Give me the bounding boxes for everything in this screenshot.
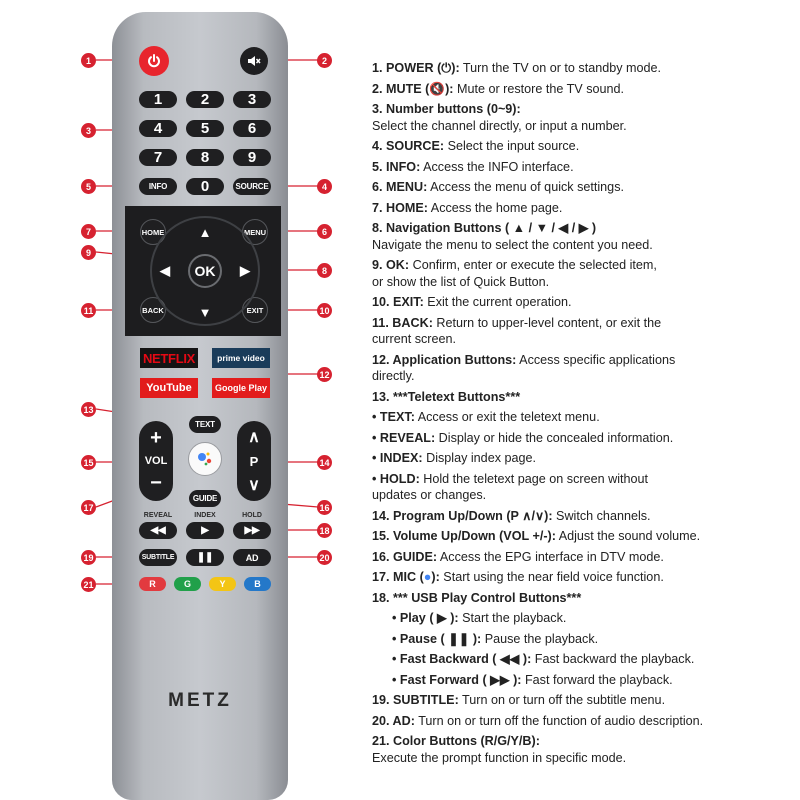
desc-color-text: Execute the prompt function in specific mode. [372, 750, 627, 765]
desc-ok [372, 257, 792, 290]
desc-mic-text: Start using the near field voice function. [439, 570, 664, 584]
desc-ad-text: Turn on or turn off the function of audio description. [414, 713, 704, 728]
play-icon: ▶ [201, 525, 209, 536]
callout-14: 14 [317, 455, 332, 470]
number-button-3[interactable]: 3 [233, 91, 271, 108]
desc-ad [372, 713, 792, 730]
desc-usb-pause-text: Pause the playback. [481, 631, 599, 646]
number-button-7[interactable]: 7 [139, 149, 177, 166]
desc-info [372, 159, 792, 176]
number-button-6[interactable]: 6 [233, 120, 271, 137]
desc-usb-pause-title: • Pause ( [392, 631, 445, 646]
nav-right-button[interactable] [235, 261, 255, 281]
netflix-button[interactable]: NETFLIX [140, 348, 198, 368]
desc-home [372, 200, 792, 217]
callout-5: 5 [81, 179, 96, 194]
volume-down-button[interactable]: − [150, 472, 162, 494]
desc-color-buttons [372, 733, 792, 766]
desc-ad-title: 20. AD: [372, 713, 415, 728]
desc-source-title: 4. SOURCE: [372, 139, 445, 153]
desc-usb-ff-title: • Fast Forward ( [392, 672, 487, 687]
desc-home-text: Access the home page. [427, 200, 563, 215]
desc-usb [372, 590, 792, 607]
nav-up-button[interactable] [195, 222, 215, 242]
rewind-icon: ◀◀ [150, 525, 166, 536]
desc-tt-reveal-title: • REVEAL: [372, 430, 436, 445]
source-button[interactable]: SOURCE [233, 178, 271, 195]
desc-exit-title: 10. EXIT: [372, 295, 424, 309]
desc-ok-text: Confirm, enter or execute the selected item, [409, 258, 657, 272]
desc-tt-index-text: Display index page. [422, 451, 537, 465]
arrow-down-icon: ▼ [198, 304, 212, 320]
desc-ok-text2: or show the list of Quick Button. [372, 274, 550, 289]
desc-back-title: 11. BACK: [372, 315, 433, 330]
arrow-left-icon: ◀ [160, 263, 170, 278]
desc-application-text: Access specific applications [516, 352, 676, 367]
desc-tt-text-title: • TEXT: [372, 410, 415, 424]
desc-usb-fb-text: Fast backward the playback. [531, 652, 695, 666]
desc-program-text: Switch channels. [552, 508, 651, 523]
nav-left-button[interactable] [155, 261, 175, 281]
desc-usb-ff-text: Fast forward the playback. [521, 672, 673, 687]
hold-fast-forward-button[interactable] [233, 522, 271, 539]
desc-usb-pause-close: ): [472, 631, 482, 646]
green-button[interactable]: G [174, 577, 201, 591]
power-button[interactable] [139, 46, 169, 76]
fast-forward-icon: ▶▶ [244, 525, 260, 536]
google-play-button[interactable]: Google Play [212, 378, 270, 398]
callout-7: 7 [81, 224, 96, 239]
desc-usb-fast-forward [392, 672, 792, 689]
mute-icon: 🔇 [429, 81, 446, 96]
callout-1: 1 [81, 53, 96, 68]
desc-info-text: Access the INFO interface. [420, 159, 574, 174]
desc-usb-play-text: Start the playback. [458, 611, 567, 625]
mute-icon [247, 54, 261, 68]
subtitle-button[interactable]: SUBTITLE [139, 549, 177, 566]
desc-usb-fb-close: ): [522, 652, 532, 666]
callout-9: 9 [81, 245, 96, 260]
callout-2: 2 [317, 53, 332, 68]
desc-source-text: Select the input source. [444, 139, 580, 153]
desc-teletext-reveal [372, 430, 792, 447]
desc-usb-fast-backward [392, 651, 792, 668]
desc-color-title: 21. Color Buttons (R/G/Y/B): [372, 734, 540, 748]
hold-label: HOLD [242, 512, 262, 519]
volume-up-button[interactable]: + [150, 427, 162, 449]
desc-source [372, 138, 792, 155]
program-down-button[interactable]: ∨ [248, 477, 260, 494]
desc-navigation-title: 8. Navigation Buttons ( ▲ / ▼ / ◀ / ▶ ) [372, 221, 597, 235]
number-button-5[interactable]: 5 [186, 120, 224, 137]
desc-application-text2: directly. [372, 369, 415, 383]
desc-teletext-index [372, 450, 792, 467]
pause-button[interactable] [186, 549, 224, 566]
desc-guide [372, 549, 792, 566]
desc-usb-ff-close: ): [513, 672, 522, 687]
desc-menu [372, 179, 792, 196]
callout-17: 17 [81, 500, 96, 515]
desc-mic-close: ): [431, 570, 440, 584]
blue-button[interactable]: B [244, 577, 271, 591]
callout-11: 11 [81, 303, 96, 318]
mic-button[interactable] [188, 442, 222, 476]
text-button[interactable]: TEXT [189, 416, 221, 433]
desc-number-title: 3. Number buttons (0~9): [372, 102, 521, 116]
desc-exit [372, 294, 792, 311]
mute-button[interactable] [240, 47, 268, 75]
desc-exit-text: Exit the current operation. [423, 295, 572, 309]
number-button-2[interactable]: 2 [186, 91, 224, 108]
desc-tt-hold-text2: updates or changes. [372, 488, 487, 502]
volume-rocker[interactable] [139, 421, 173, 501]
desc-mute-close: ): [445, 81, 454, 96]
desc-info-title: 5. INFO: [372, 159, 421, 174]
desc-teletext-text [372, 409, 792, 426]
callout-4: 4 [317, 179, 332, 194]
button-descriptions [372, 60, 792, 770]
desc-mute-text: Mute or restore the TV sound. [453, 81, 625, 96]
callout-6: 6 [317, 224, 332, 239]
callout-10: 10 [317, 303, 332, 318]
power-icon [146, 53, 162, 69]
desc-guide-title: 16. GUIDE: [372, 549, 438, 564]
desc-back-text2: current screen. [372, 332, 456, 346]
desc-back [372, 315, 792, 348]
desc-teletext [372, 389, 792, 406]
program-label: P [249, 453, 259, 469]
desc-tt-text-text: Access or exit the teletext menu. [414, 410, 600, 424]
google-assistant-icon [195, 449, 215, 469]
desc-tt-hold-text: Hold the teletext page on screen without [419, 471, 649, 486]
brand-logo: METZ [168, 690, 232, 711]
desc-mic [372, 569, 792, 586]
desc-volume [372, 528, 792, 545]
desc-usb-play-close: ): [450, 611, 459, 625]
desc-power-text: Turn the TV on or to standby mode. [459, 61, 662, 75]
exit-button[interactable]: EXIT [242, 297, 268, 323]
desc-mute [372, 81, 792, 98]
desc-navigation [372, 220, 792, 253]
desc-tt-hold-title: • HOLD: [372, 471, 420, 486]
desc-power-close: ): [451, 61, 460, 75]
guide-button[interactable]: GUIDE [189, 490, 221, 507]
callout-21: 21 [81, 577, 96, 592]
callout-3: 3 [81, 123, 96, 138]
info-button[interactable]: INFO [139, 178, 177, 195]
callout-15: 15 [81, 455, 96, 470]
callout-18: 18 [317, 523, 332, 538]
desc-volume-title: 15. Volume Up/Down (VOL +/-): [372, 529, 556, 543]
desc-subtitle-title: 19. SUBTITLE: [372, 693, 459, 707]
pause-icon: ❚❚ [196, 552, 214, 563]
callout-8: 8 [317, 263, 332, 278]
red-button[interactable]: R [139, 577, 166, 591]
desc-menu-title: 6. MENU: [372, 180, 428, 194]
rewind-icon: ◀◀ [496, 652, 523, 666]
callout-20: 20 [317, 550, 332, 565]
number-button-9[interactable]: 9 [233, 149, 271, 166]
program-rocker[interactable] [237, 421, 271, 501]
desc-usb-play [392, 610, 792, 627]
number-button-1[interactable]: 1 [139, 91, 177, 108]
back-button[interactable]: BACK [140, 297, 166, 323]
menu-button[interactable]: MENU [242, 219, 268, 245]
desc-number-text: Select the channel directly, or input a number. [372, 118, 627, 133]
desc-tt-index-title: • INDEX: [372, 451, 423, 465]
desc-subtitle [372, 692, 792, 709]
desc-mute-title: 2. MUTE ( [372, 81, 430, 96]
arrow-right-icon: ▶ [240, 263, 250, 278]
ad-button[interactable]: AD [233, 549, 271, 566]
power-icon: ⏻ [441, 61, 452, 75]
volume-label: VOL [144, 455, 168, 467]
desc-volume-text: Adjust the sound volume. [555, 529, 701, 543]
desc-subtitle-text: Turn on or turn off the subtitle menu. [458, 693, 666, 707]
youtube-button[interactable]: YouTube [140, 378, 198, 398]
callout-12: 12 [317, 367, 332, 382]
desc-teletext-title: 13. ***Teletext Buttons*** [372, 389, 521, 404]
index-play-button[interactable] [186, 522, 224, 539]
desc-back-text: Return to upper-level content, or exit the [432, 315, 662, 330]
desc-tt-reveal-text: Display or hide the concealed information. [435, 430, 674, 445]
desc-home-title: 7. HOME: [372, 200, 428, 215]
callout-13: 13 [81, 402, 96, 417]
program-up-button[interactable]: ∧ [248, 429, 260, 446]
desc-usb-title: 18. *** USB Play Control Buttons*** [372, 590, 582, 605]
desc-program-title: 14. Program Up/Down (P ∧/∨): [372, 508, 553, 523]
desc-ok-title: 9. OK: [372, 258, 410, 272]
number-button-4[interactable]: 4 [139, 120, 177, 137]
arrow-up-icon: ▲ [198, 224, 212, 240]
desc-number-buttons [372, 101, 792, 134]
desc-teletext-hold [372, 471, 792, 504]
desc-program [372, 508, 792, 525]
desc-power-title: 1. POWER ( [372, 61, 442, 75]
desc-mic-title: 17. MIC ( [372, 570, 424, 584]
number-button-0[interactable]: 0 [186, 178, 224, 195]
fast-forward-icon: ▶▶ [486, 672, 514, 687]
desc-application-title: 12. Application Buttons: [372, 352, 517, 367]
reveal-label: REVEAL [143, 512, 173, 519]
number-button-8[interactable]: 8 [186, 149, 224, 166]
nav-down-button[interactable] [195, 302, 215, 322]
prime-video-button[interactable]: prime video [212, 348, 270, 368]
home-button[interactable]: HOME [140, 219, 166, 245]
desc-application [372, 352, 792, 385]
pause-icon: ❚❚ [444, 631, 473, 646]
desc-menu-text: Access the menu of quick settings. [427, 180, 624, 194]
desc-navigation-text: Navigate the menu to select the content you need. [372, 237, 653, 252]
desc-guide-text: Access the EPG interface in DTV mode. [437, 549, 664, 564]
reveal-rewind-button[interactable] [139, 522, 177, 539]
index-label: INDEX [194, 512, 216, 519]
desc-usb-play-title: • Play ( [392, 611, 434, 625]
desc-power [372, 60, 792, 77]
yellow-button[interactable]: Y [209, 577, 236, 591]
google-assistant-icon: ● [423, 570, 432, 584]
callout-16: 16 [317, 500, 332, 515]
desc-usb-fb-title: • Fast Backward ( [392, 652, 497, 666]
desc-usb-pause [392, 631, 792, 648]
ok-button[interactable]: OK [188, 254, 222, 288]
callout-19: 19 [81, 550, 96, 565]
play-icon: ▶ [433, 611, 451, 625]
